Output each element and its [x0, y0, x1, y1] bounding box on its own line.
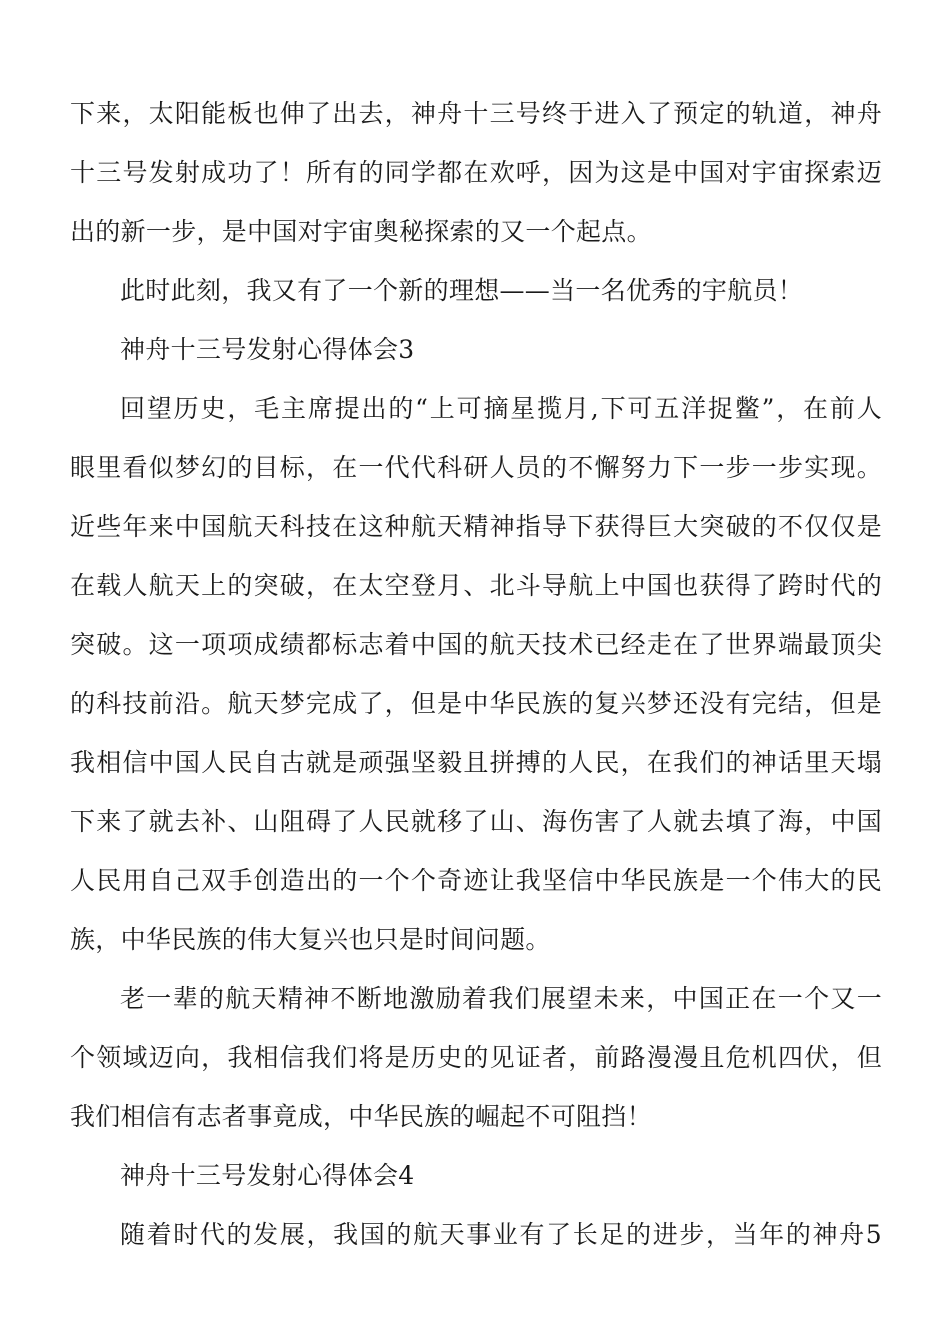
text-line: 突破。这一项项成绩都标志着中国的航天技术已经走在了世界端最顶尖 [70, 630, 882, 659]
text-line: 下来了就去补、山阻碍了人民就移了山、海伤害了人就去填了海，中国 [70, 807, 882, 836]
text-line: 出的新一步，是中国对宇宙奥秘探索的又一个起点。 [70, 217, 652, 246]
text-line: 十三号发射成功了！所有的同学都在欢呼，因为这是中国对宇宙探索迈 [70, 158, 882, 187]
text-line: 近些年来中国航天科技在这种航天精神指导下获得巨大突破的不仅仅是 [70, 512, 882, 541]
text-line: 老一辈的航天精神不断地激励着我们展望未来，中国正在一个又一 [120, 984, 882, 1013]
section-heading: 神舟十三号发射心得体会4 [120, 1161, 415, 1190]
text-line: 人民用自己双手创造出的一个个奇迹让我坚信中华民族是一个伟大的民 [70, 866, 882, 895]
text-line: 下来，太阳能板也伸了出去，神舟十三号终于进入了预定的轨道，神舟 [70, 99, 882, 128]
text-line: 此时此刻，我又有了一个新的理想——当一名优秀的宇航员！ [120, 276, 804, 305]
text-line: 我相信中国人民自古就是顽强坚毅且拼搏的人民，在我们的神话里天塌 [70, 748, 882, 777]
text-line: 的科技前沿。航天梦完成了，但是中华民族的复兴梦还没有完结，但是 [70, 689, 882, 718]
section-heading: 神舟十三号发射心得体会3 [120, 335, 415, 364]
text-line: 我们相信有志者事竟成，中华民族的崛起不可阻挡！ [70, 1102, 652, 1131]
text-line: 个领域迈向，我相信我们将是历史的见证者，前路漫漫且危机四伏，但 [70, 1043, 882, 1072]
text-line: 随着时代的发展，我国的航天事业有了长足的进步，当年的神舟5 [120, 1220, 882, 1249]
text-line: 眼里看似梦幻的目标，在一代代科研人员的不懈努力下一步一步实现。 [70, 453, 882, 482]
text-line: 回望历史，毛主席提出的“上可摘星揽月,下可五洋捉鳖”，在前人 [120, 394, 882, 423]
text-line: 族，中华民族的伟大复兴也只是时间问题。 [70, 925, 551, 954]
text-line: 在载人航天上的突破，在太空登月、北斗导航上中国也获得了跨时代的 [70, 571, 882, 600]
document-body [70, 84, 882, 1264]
